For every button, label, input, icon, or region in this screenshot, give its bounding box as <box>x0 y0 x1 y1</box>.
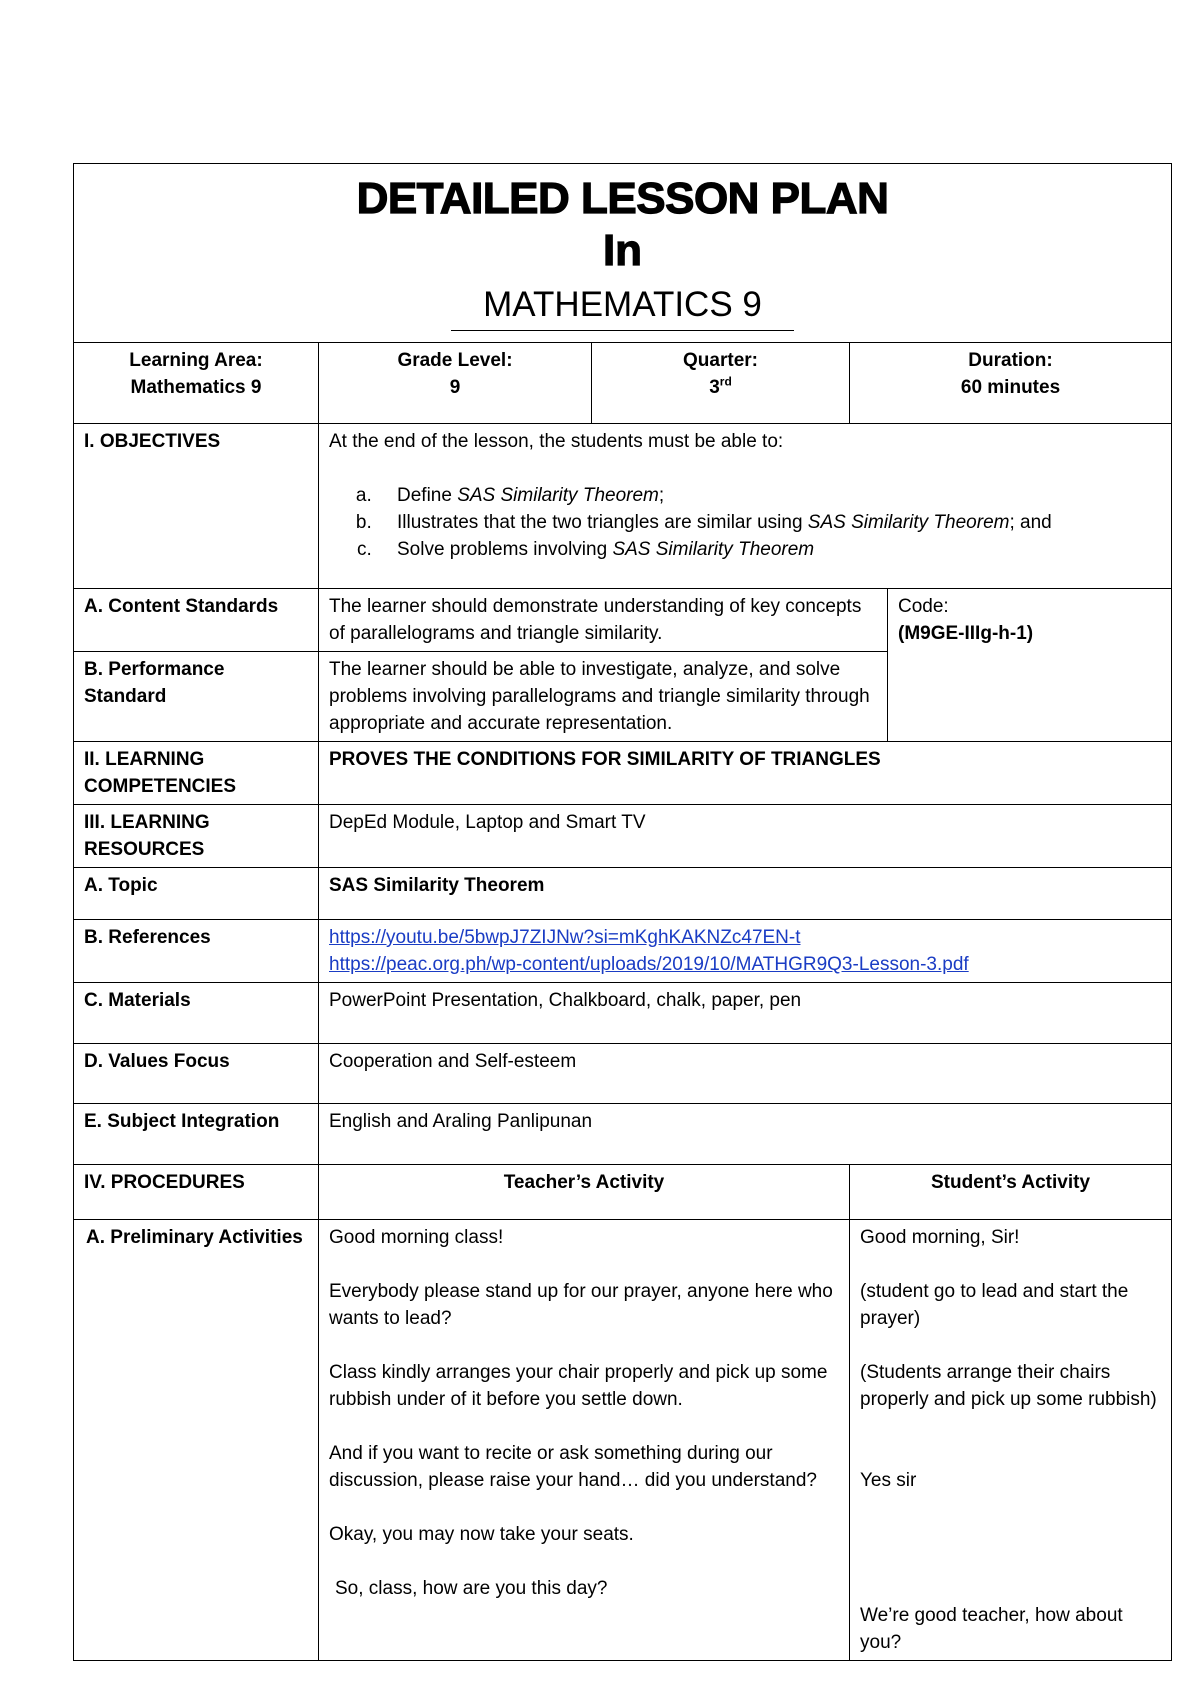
reference-link[interactable]: https://youtu.be/5bwpJ7ZIJNw?si=mKghKAKNZc47EN-t <box>329 927 801 948</box>
teacher-line: And if you want to recite or ask something during our discussion, please raise your hand… did you understand? <box>329 1443 817 1491</box>
duration-label: Duration: <box>968 350 1053 371</box>
resources-label: III. LEARNING RESOURCES <box>74 805 319 868</box>
values-text: Cooperation and Self-esteem <box>319 1044 1172 1104</box>
teacher-line: Good morning class! <box>329 1227 504 1248</box>
quarter-suffix: rd <box>719 374 732 389</box>
learning-area-cell <box>74 343 319 424</box>
topic-text: SAS Similarity Theorem <box>319 868 1172 920</box>
student-line: (Students arrange their chairs properly and pick up some rubbish) <box>860 1362 1157 1410</box>
info-row <box>74 343 1172 424</box>
objectives-label: I. OBJECTIVES <box>74 424 319 589</box>
quarter-value <box>602 374 839 401</box>
title-cell <box>74 164 1172 343</box>
student-line: Good morning, Sir! <box>860 1227 1020 1248</box>
student-line: Yes sir <box>860 1470 917 1491</box>
integration-text: English and Araling Panlipunan <box>319 1104 1172 1165</box>
performance-standard-label: B. Performance Standard <box>74 652 319 742</box>
teacher-line: Class kindly arranges your chair properly and pick up some rubbish under of it before you settle down. <box>329 1362 828 1410</box>
reference-link[interactable]: https://peac.org.ph/wp-content/uploads/2019/10/MATHGR9Q3-Lesson-3.pdf <box>329 954 969 975</box>
preliminary-row <box>74 1220 1172 1661</box>
objectives-list <box>329 482 1161 563</box>
references-links <box>319 920 1172 983</box>
content-standards-row <box>74 589 1172 652</box>
values-label: D. Values Focus <box>74 1044 319 1104</box>
content-standards-label: A. Content Standards <box>74 589 319 652</box>
materials-label: C. Materials <box>74 983 319 1044</box>
values-row <box>74 1044 1172 1104</box>
teacher-line: Everybody please stand up for our prayer, anyone here who wants to lead? <box>329 1281 833 1329</box>
duration-value: 60 minutes <box>960 377 1061 398</box>
procedures-label: IV. PROCEDURES <box>74 1165 319 1220</box>
preliminary-label <box>74 1220 319 1661</box>
grade-level-label: Grade Level: <box>397 350 513 371</box>
duration-cell <box>850 343 1172 424</box>
resources-row <box>74 805 1172 868</box>
teacher-line: So, class, how are you this day? <box>335 1578 608 1599</box>
procedures-header-row <box>74 1165 1172 1220</box>
teacher-activity-header: Teacher’s Activity <box>319 1165 850 1220</box>
objective-item: a. Define SAS Similarity Theorem; <box>377 482 1161 509</box>
integration-label: E. Subject Integration <box>74 1104 319 1165</box>
quarter-label: Quarter: <box>683 350 758 371</box>
content-standards-text: The learner should demonstrate understanding of key concepts of parallelograms and triangle similarity. <box>319 589 888 652</box>
competencies-text: PROVES THE CONDITIONS FOR SIMILARITY OF TRIANGLES <box>319 742 1172 805</box>
quarter-cell <box>592 343 850 424</box>
objective-item: c. Solve problems involving SAS Similarity Theorem <box>377 536 1161 563</box>
grade-level-value: 9 <box>449 377 461 398</box>
resources-text: DepEd Module, Laptop and Smart TV <box>319 805 1172 868</box>
subject-title: MATHEMATICS 9 <box>451 280 794 331</box>
lesson-plan-table <box>73 163 1172 1661</box>
teacher-activity <box>319 1220 850 1661</box>
objectives-content <box>319 424 1172 589</box>
quarter-number: 3 <box>709 377 720 398</box>
competencies-label: II. LEARNING COMPETENCIES <box>74 742 319 805</box>
student-activity-header: Student’s Activity <box>850 1165 1172 1220</box>
code-value: (M9GE-IIIg-h-1) <box>898 623 1034 644</box>
grade-level-cell <box>319 343 592 424</box>
code-label: Code: <box>898 596 949 617</box>
lesson-plan-page <box>73 163 1171 1661</box>
learning-area-value: Mathematics 9 <box>130 377 262 398</box>
student-line: We’re good teacher, how about you? <box>860 1605 1123 1653</box>
integration-row <box>74 1104 1172 1165</box>
learning-area-label: Learning Area: <box>129 350 263 371</box>
objectives-row <box>74 424 1172 589</box>
performance-standard-text: The learner should be able to investigate, analyze, and solve problems involving parallelograms and triangle similarity through appropriate and accurate representation. <box>319 652 888 742</box>
objectives-intro: At the end of the lesson, the students must be able to: <box>329 431 784 452</box>
topic-row <box>74 868 1172 920</box>
materials-row <box>74 983 1172 1044</box>
title-in: In <box>602 226 643 275</box>
preliminary-label-text: A. Preliminary Activities <box>86 1227 303 1248</box>
references-label: B. References <box>74 920 319 983</box>
topic-label: A. Topic <box>74 868 319 920</box>
student-line: (student go to lead and start the prayer) <box>860 1281 1129 1329</box>
objective-item: b. Illustrates that the two triangles are similar using SAS Similarity Theorem; and <box>377 509 1161 536</box>
references-row <box>74 920 1172 983</box>
title-row <box>74 164 1172 343</box>
student-activity <box>850 1220 1172 1661</box>
teacher-line: Okay, you may now take your seats. <box>329 1524 634 1545</box>
code-cell <box>888 589 1172 742</box>
competencies-row <box>74 742 1172 805</box>
document-title: DETAILED LESSON PLAN <box>356 174 889 223</box>
materials-text: PowerPoint Presentation, Chalkboard, chalk, paper, pen <box>319 983 1172 1044</box>
